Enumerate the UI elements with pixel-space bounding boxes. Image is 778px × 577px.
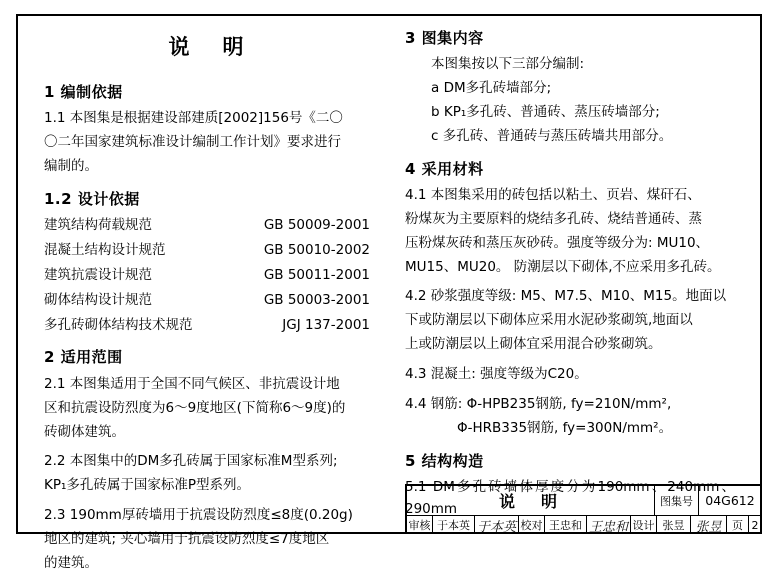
paragraph: 下或防潮层以下砌体应采用水泥砂浆砌筑,地面以 xyxy=(405,312,693,329)
page-border-left xyxy=(16,14,18,534)
paragraph: c 多孔砖、普通砖与蒸压砖墙共用部分。 xyxy=(431,127,673,144)
review-label: 审核 xyxy=(407,516,433,534)
standard-row xyxy=(44,240,374,262)
paragraph: 的建筑。 xyxy=(44,554,98,571)
paragraph: 粉煤灰为主要原料的烧结多孔砖、烧结普通砖、蒸 xyxy=(405,210,702,227)
standard-name: 多孔砖砌体结构技术规范 xyxy=(44,316,193,333)
title-block-row-2 xyxy=(407,515,761,534)
standard-code: GB 50003-2001 xyxy=(263,291,370,308)
paragraph: 4.3 混凝土: 强度等级为C20。 xyxy=(405,366,588,383)
atlas-number-label: 图集号 xyxy=(655,486,699,515)
atlas-number-value: 04G612 xyxy=(705,493,755,508)
standard-name: 混凝土结构设计规范 xyxy=(44,242,166,259)
paragraph: 2.3 190mm厚砖墙用于抗震设防烈度≤8度(0.20g) xyxy=(44,507,353,524)
check-label: 校对 xyxy=(519,516,545,534)
paragraph: Φ-HRB335钢筋, fy=300N/mm²。 xyxy=(457,419,673,436)
right-column xyxy=(405,26,735,523)
paragraph: 1.1 本图集是根据建设部建质[2002]156号《二〇 xyxy=(44,110,343,127)
paragraph: 〇二年国家建筑标准设计编制工作计划》要求进行 xyxy=(44,134,341,151)
standard-name: 建筑结构荷载规范 xyxy=(44,217,152,234)
paragraph: 区和抗震设防烈度为6～9度地区(下简称6～9度)的 xyxy=(44,399,346,416)
paragraph: 编制的。 xyxy=(44,158,98,175)
paragraph: 本图集按以下三部分编制: xyxy=(431,56,585,73)
page-label: 页 xyxy=(727,516,749,534)
design-label: 设计 xyxy=(631,516,657,534)
paragraph: 地区的建筑; 夹心墙用于抗震设防烈度≤7度地区 xyxy=(44,530,330,547)
paragraph: 压粉煤灰砖和蒸压灰砂砖。强度等级分为: MU10、 xyxy=(405,234,710,251)
paragraph: b KP₁多孔砖、普通砖、蒸压砖墙部分; xyxy=(431,104,660,121)
paragraph: 2.2 本图集中的DM多孔砖属于国家标准M型系列; xyxy=(44,453,338,470)
paragraph: 砖砌体建筑。 xyxy=(44,423,125,440)
paragraph: 2.1 本图集适用于全国不同气候区、非抗震设计地 xyxy=(44,375,340,392)
section-heading-5: 5 结构构造 xyxy=(405,451,484,470)
title-block xyxy=(405,484,761,534)
standard-row xyxy=(44,265,374,287)
check-signature: 王忠和 xyxy=(587,516,631,534)
section-heading-4: 4 采用材料 xyxy=(405,159,484,178)
page-border-right xyxy=(760,14,762,534)
standard-code: JGJ 137-2001 xyxy=(282,316,370,333)
left-column xyxy=(44,26,374,577)
section-heading-1-2: 1.2 设计依据 xyxy=(44,189,140,208)
check-name: 王忠和 xyxy=(545,516,587,534)
section-heading-1: 1 编制依据 xyxy=(44,83,123,102)
page-border-top xyxy=(16,14,762,16)
standard-code: GB 50010-2002 xyxy=(263,242,370,259)
design-signature: 张昱 xyxy=(691,516,727,534)
standard-row xyxy=(44,315,374,337)
section-heading-3: 3 图集内容 xyxy=(405,29,484,47)
standard-row xyxy=(44,215,374,237)
paragraph: 5.1 DM多孔砖墙体厚度分为190mm、240mm、290mm xyxy=(405,478,735,517)
paragraph: MU15、MU20。 防潮层以下砌体,不应采用多孔砖。 xyxy=(405,258,721,275)
paragraph: 上或防潮层以上砌体宜采用混合砂浆砌筑。 xyxy=(405,336,662,353)
paragraph: 4.1 本图集采用的砖包括以粘土、页岩、煤矸石、 xyxy=(405,187,701,204)
standard-name: 建筑抗震设计规范 xyxy=(44,266,152,283)
design-name: 张昱 xyxy=(657,516,691,534)
standard-code: GB 50009-2001 xyxy=(263,217,370,234)
paragraph: a DM多孔砖墙部分; xyxy=(431,80,552,97)
section-heading-2: 2 适用范围 xyxy=(44,348,123,367)
paragraph: KP₁多孔砖属于国家标准P型系列。 xyxy=(44,477,251,494)
paragraph: 4.2 砂浆强度等级: M5、M7.5、M10、M15。地面以 xyxy=(405,288,727,305)
page-value: 2 xyxy=(751,518,759,532)
standard-code: GB 50011-2001 xyxy=(263,266,370,283)
standard-row xyxy=(44,290,374,312)
sheet-title: 说 明 xyxy=(407,486,655,515)
title-block-row-1 xyxy=(407,486,761,515)
review-signature: 于本英 xyxy=(475,516,519,534)
review-name: 于本英 xyxy=(433,516,475,534)
standard-name: 砌体结构设计规范 xyxy=(44,291,152,308)
paragraph: 4.4 钢筋: Φ-HPB235钢筋, fy=210N/mm², xyxy=(405,395,672,412)
page-title: 说 明 xyxy=(168,35,250,59)
